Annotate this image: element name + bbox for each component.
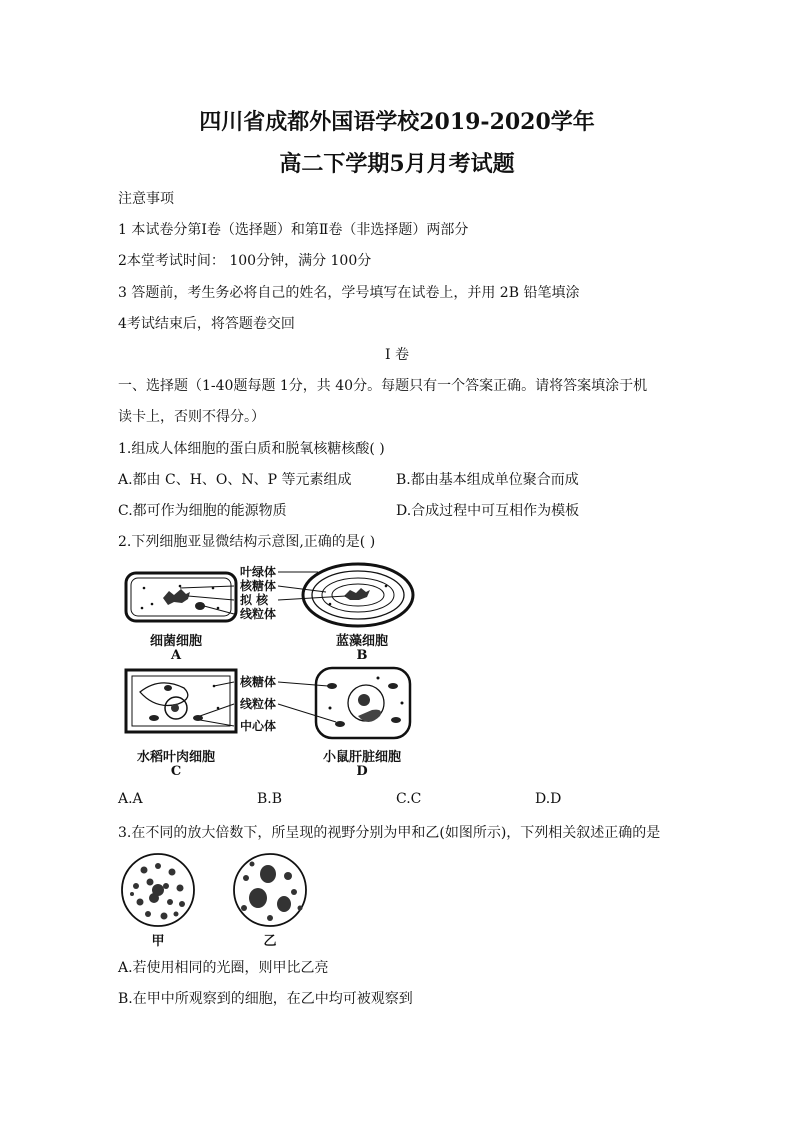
section-intro-line1: 一、选择题（1-40题每题 1分，共 40分。每题只有一个答案正确。请将答案填涂于机 bbox=[118, 378, 648, 394]
label-chloroplast: 叶绿体 bbox=[240, 565, 277, 579]
label-mitochondrion-bottom: 线粒体 bbox=[240, 697, 277, 711]
q3-option-a: A.若使用相同的光圈，则甲比乙亮 bbox=[118, 960, 329, 976]
microscope-field-figure bbox=[118, 850, 318, 935]
section-intro-line2: 读卡上，否则不得分。） bbox=[118, 409, 265, 425]
q1-option-c: C.都可作为细胞的能源物质 bbox=[118, 503, 287, 519]
q2-option-c: C.C bbox=[396, 791, 422, 807]
label-nucleoid: 拟 核 bbox=[240, 593, 269, 607]
bacteria-cell-drawing bbox=[126, 573, 236, 621]
cyanobacteria-cell-drawing bbox=[303, 564, 413, 626]
label-ribosome-bottom: 核糖体 bbox=[240, 675, 277, 689]
cell-d-letter: D bbox=[356, 764, 368, 779]
cell-a-name: 细菌细胞 bbox=[149, 634, 202, 649]
field-jia-drawing bbox=[122, 854, 194, 926]
q1-stem: 1.组成人体细胞的蛋白质和脱氧核糖核酸( ) bbox=[118, 441, 385, 457]
cell-b-letter: B bbox=[356, 648, 368, 663]
q1-option-b: B.都由基本组成单位聚合而成 bbox=[396, 472, 579, 488]
cell-c-name: 水稻叶肉细胞 bbox=[136, 750, 215, 765]
field-yi-label: 乙 bbox=[263, 934, 277, 949]
q2-option-b: B.B bbox=[257, 791, 283, 807]
q3-stem: 3.在不同的放大倍数下，所呈现的视野分别为甲和乙(如图所示)，下列相关叙述正确的是 bbox=[118, 825, 661, 841]
mouse-liver-cell-drawing bbox=[316, 668, 410, 738]
label-mitochondrion-top: 线粒体 bbox=[240, 607, 277, 621]
q2-stem: 2.下列细胞亚显微结构示意图,正确的是( ) bbox=[118, 534, 376, 550]
label-centrosome: 中心体 bbox=[240, 719, 277, 733]
label-ribosome-top: 核糖体 bbox=[240, 579, 277, 593]
q1-option-a: A.都由 C、H、O、N、P 等元素组成 bbox=[118, 472, 352, 488]
section-heading: Ⅰ 卷 bbox=[385, 347, 409, 363]
q2-option-a: A.A bbox=[118, 791, 143, 807]
cell-a-letter: A bbox=[170, 648, 182, 663]
cell-b-name: 蓝藻细胞 bbox=[335, 634, 388, 649]
cell-d-name: 小鼠肝脏细胞 bbox=[322, 750, 401, 765]
notice-item-3: 3 答题前，考生务必将自己的姓名，学号填写在试卷上，并用 2B 铅笔填涂 bbox=[118, 285, 580, 301]
cell-c-letter: C bbox=[170, 764, 182, 779]
field-jia-label: 甲 bbox=[151, 934, 165, 949]
page-title-line2: 高二下学期5月月考试题 bbox=[279, 151, 515, 177]
q1-option-d: D.合成过程中可互相作为模板 bbox=[396, 503, 580, 519]
notice-item-2: 2本堂考试时间： 100分钟，满分 100分 bbox=[118, 253, 372, 269]
notice-item-4: 4考试结束后，将答题卷交回 bbox=[118, 316, 295, 332]
q3-option-b: B.在甲中所观察到的细胞，在乙中均可被观察到 bbox=[118, 991, 413, 1007]
q2-option-d: D.D bbox=[535, 791, 562, 807]
notice-item-1: 1 本试卷分第Ⅰ卷（选择题）和第Ⅱ卷（非选择题）两部分 bbox=[118, 222, 469, 238]
page-title-line1: 四川省成都外国语学校2019-2020学年 bbox=[199, 109, 595, 135]
rice-leaf-cell-drawing bbox=[126, 670, 236, 732]
notice-heading: 注意事项 bbox=[118, 191, 174, 207]
field-yi-drawing bbox=[234, 854, 306, 926]
